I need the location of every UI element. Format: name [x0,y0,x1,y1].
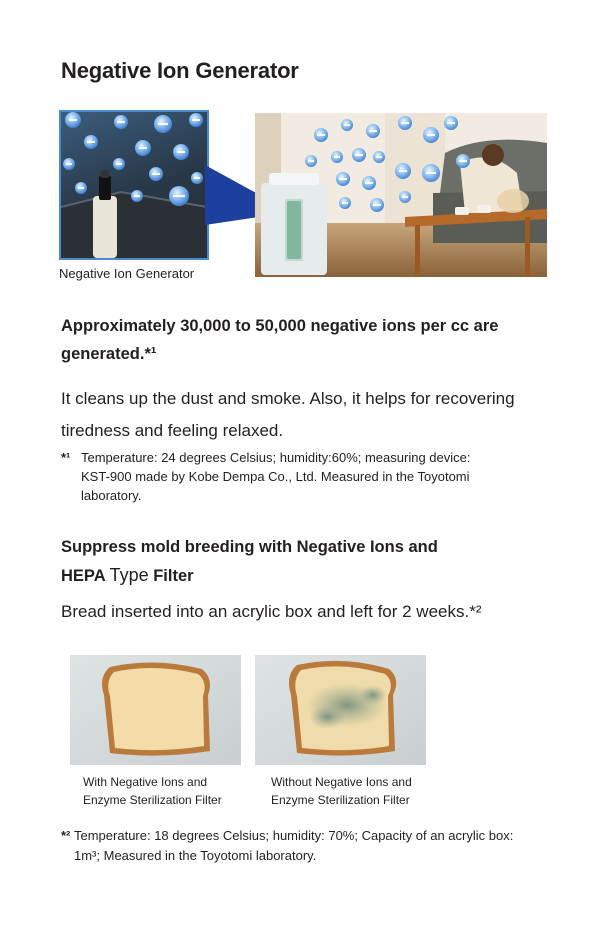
bread-photo-without-ions [255,655,426,765]
footnote-1-marker: *¹ [61,450,71,465]
section1-body [61,383,515,447]
section1-heading [61,312,498,368]
room-illustration [255,113,547,277]
section1-body-line2: tiredness and feeling relaxed. [61,421,284,440]
room-scene-photo [255,113,547,277]
ion-generator-closeup-photo [59,110,209,260]
footnote-2-marker: *² [61,828,71,843]
bread-left-caption-line1: With Negative Ions and [83,775,208,789]
section2-heading-line2-b: Type [109,565,149,585]
closeup-illustration [61,112,207,258]
section1-heading-line2: generated.*¹ [61,345,157,363]
section2-heading [61,533,438,590]
footnote-1-line1: Temperature: 24 degrees Celsius; humidity:60%; measuring device: [81,450,471,465]
section2-heading-line2-c: Filter [148,567,194,585]
section2-heading-line1: Suppress mold breeding with Negative Ions and [61,538,438,556]
ion-bubble-group [63,112,203,206]
bread-photo-with-ions [70,655,241,765]
bread-right-caption-line2: Enzyme Sterilization Filter [271,793,410,807]
bread-without-ions-illustration [255,655,426,765]
bread-left-caption [83,773,222,809]
photo-caption: Negative Ion Generator [59,266,195,281]
footnote-2-line1: Temperature: 18 degrees Celsius; humidity: 70%; Capacity of an acrylic box: [74,828,514,843]
bread-left-caption-line2: Enzyme Sterilization Filter [83,793,222,807]
bread-with-ions-illustration [70,655,241,765]
footnote-1-line2: KST-900 made by Kobe Dempa Co., Ltd. Measured in the Toyotomi [81,469,470,484]
section1-heading-line1: Approximately 30,000 to 50,000 negative ions per cc are [61,317,499,335]
section2-body: Bread inserted into an acrylic box and left for 2 weeks.*² [61,602,482,621]
footnote-1 [61,448,541,505]
bread-right-caption-line1: Without Negative Ions and [271,775,412,789]
footnote-2 [61,826,561,866]
footnote-1-line3: laboratory. [81,488,142,503]
page-title: Negative Ion Generator [61,58,299,83]
section2-heading-line2-a: HEPA [61,567,110,585]
bread-right-caption [271,773,412,809]
footnote-2-line2: 1m³; Measured in the Toyotomi laboratory. [74,848,317,863]
section1-body-line1: It cleans up the dust and smoke. Also, it helps for recovering [61,389,515,408]
